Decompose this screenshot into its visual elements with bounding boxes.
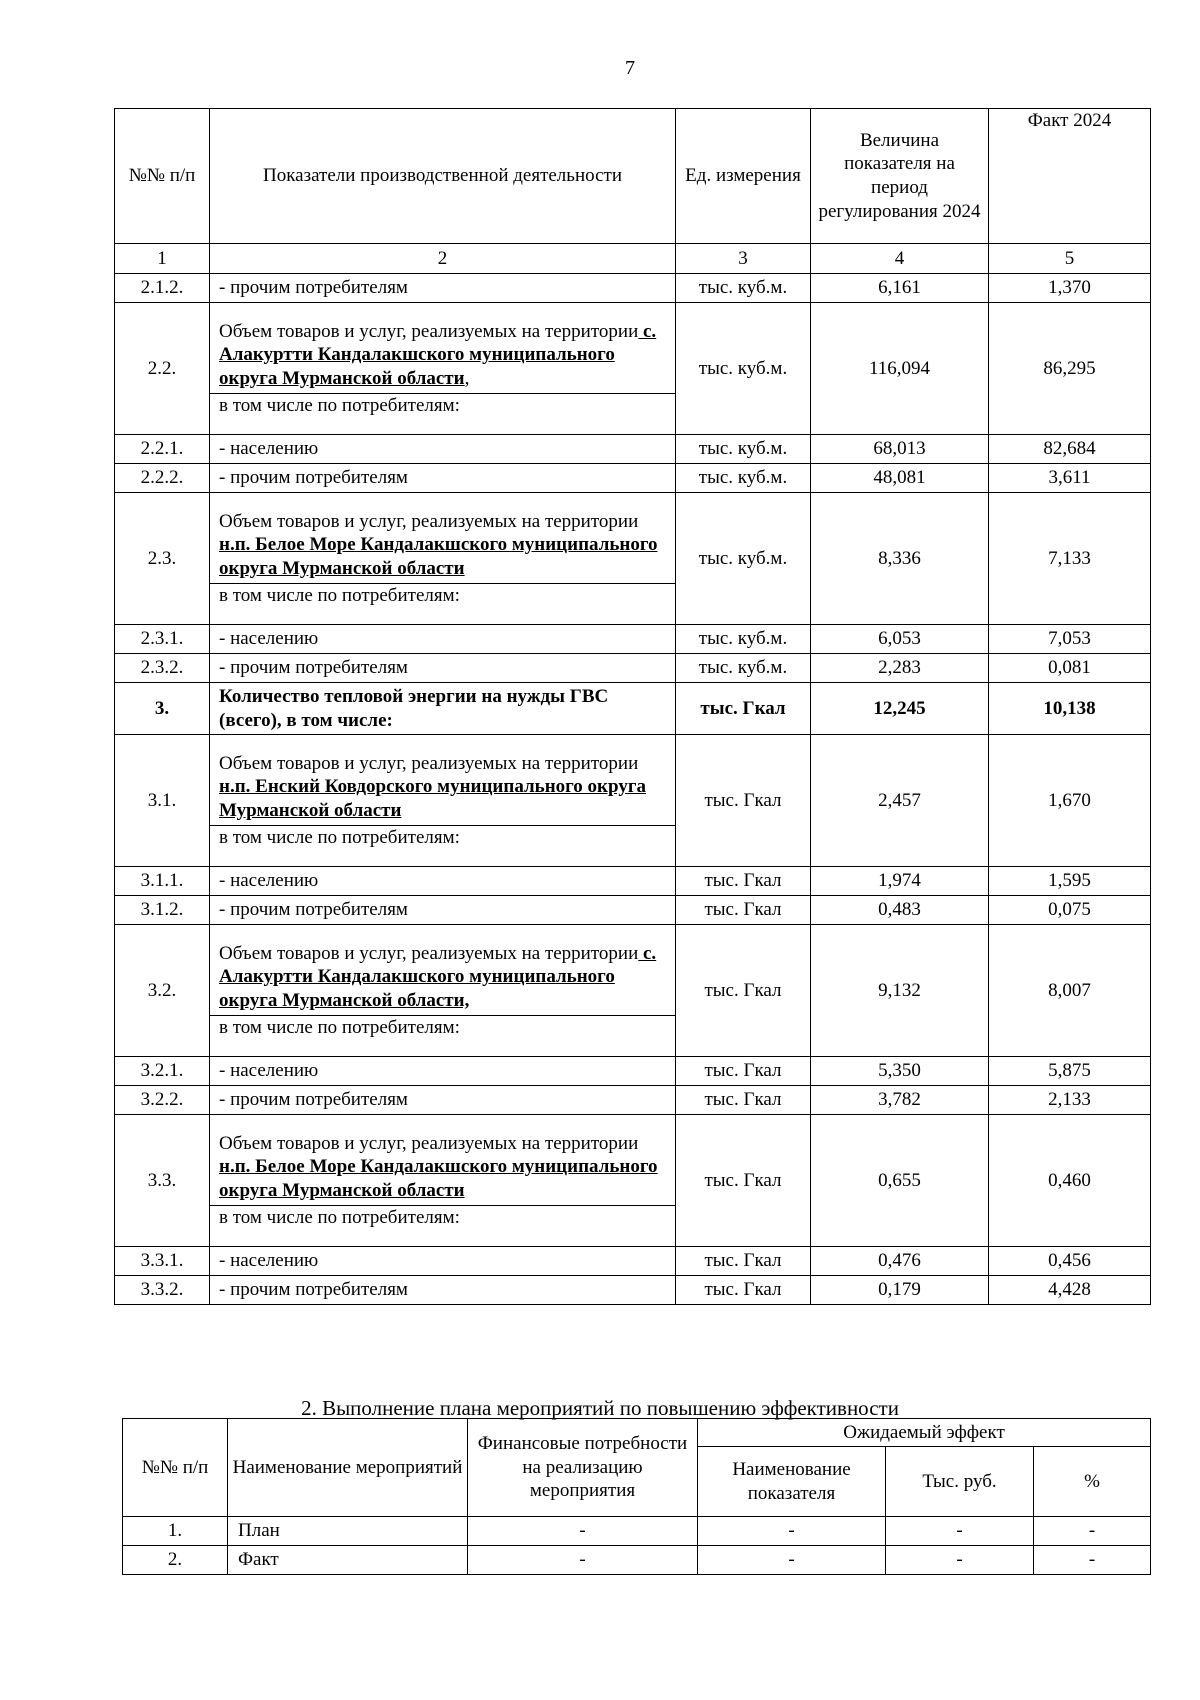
row-unit: тыс. Гкал: [676, 867, 811, 896]
row-unit: тыс. Гкал: [676, 735, 811, 867]
row-unit: тыс. Гкал: [676, 896, 811, 925]
row-indicator: - населению: [210, 435, 676, 464]
row-fact-value: 1,670: [989, 735, 1151, 867]
row-indicator: - прочим потребителям: [210, 274, 676, 303]
row-number: 3.3.1.: [115, 1247, 210, 1276]
row-unit: тыс. Гкал: [676, 683, 811, 735]
row-indicator: [210, 303, 676, 435]
row-fact-value: 0,075: [989, 896, 1151, 925]
table-row: [115, 1057, 1151, 1086]
indicator-tail: ,: [464, 368, 470, 389]
row-plan-value: 0,483: [811, 896, 989, 925]
row-fact-value: 4,428: [989, 1276, 1151, 1305]
row-plan-value: 5,350: [811, 1057, 989, 1086]
row-indicator: [210, 1115, 676, 1247]
table-row: [115, 683, 1151, 735]
header-fact: Факт 2024: [989, 109, 1151, 244]
territory-name: н.п. Белое Море Кандалакшского муниципального округа Мурманской области: [219, 534, 658, 579]
table-row: [115, 303, 1151, 435]
row-plan-value: 0,476: [811, 1247, 989, 1276]
row-fact-value: 1,370: [989, 274, 1151, 303]
row-number: 3.3.: [115, 1115, 210, 1247]
row-indicator: - прочим потребителям: [210, 1086, 676, 1115]
row-finance: -: [468, 1546, 698, 1575]
header-expected-effect: Ожидаемый эффект: [698, 1419, 1151, 1447]
row-fact-value: 2,133: [989, 1086, 1151, 1115]
territory-name: с. Алакуртти Кандалакшского муниципального округа Мурманской области: [219, 320, 657, 389]
indicator-text: [219, 1132, 671, 1203]
indicator-lead: Объем товаров и услуг, реализуемых на территории: [219, 752, 639, 774]
row-unit: тыс. куб.м.: [676, 274, 811, 303]
header-plan-value: Величина показателя на период регулирования 2024: [811, 109, 989, 244]
row-number: 3.1.: [115, 735, 210, 867]
row-number: 2.3.: [115, 493, 210, 625]
table-row: [115, 625, 1151, 654]
row-unit: тыс. Гкал: [676, 1057, 811, 1086]
row-unit: тыс. куб.м.: [676, 464, 811, 493]
header-num: №№ п/п: [123, 1419, 228, 1517]
index-cell: 5: [989, 244, 1151, 274]
row-finance: -: [468, 1517, 698, 1546]
table-row: [115, 435, 1151, 464]
index-cell: 4: [811, 244, 989, 274]
table-row: [115, 1247, 1151, 1276]
header-indicator-name: Наименование показателя: [698, 1447, 886, 1517]
row-name: Факт: [228, 1546, 468, 1575]
row-plan-value: 8,336: [811, 493, 989, 625]
header-indicator: Показатели производственной деятельности: [210, 109, 676, 244]
row-indicator: Количество тепловой энергии на нужды ГВС (всего), в том числе:: [210, 683, 676, 735]
row-indicator: - населению: [210, 625, 676, 654]
row-indicator: [210, 925, 676, 1057]
row-plan-value: 0,179: [811, 1276, 989, 1305]
index-cell: 3: [676, 244, 811, 274]
row-unit: тыс. Гкал: [676, 925, 811, 1057]
table-row: [115, 867, 1151, 896]
row-number: 2.2.2.: [115, 464, 210, 493]
index-cell: 1: [115, 244, 210, 274]
table-row: [115, 1276, 1151, 1305]
row-indicator: - населению: [210, 1247, 676, 1276]
row-indicator: - прочим потребителям: [210, 464, 676, 493]
row-percent: -: [1034, 1517, 1151, 1546]
row-plan-value: 68,013: [811, 435, 989, 464]
table-header-row: [123, 1419, 1151, 1447]
indicator-lead: Объем товаров и услуг, реализуемых на территории: [219, 320, 639, 342]
territory-name: с. Алакуртти Кандалакшского муниципального округа Мурманской области,: [219, 942, 657, 1011]
row-unit: тыс. Гкал: [676, 1247, 811, 1276]
row-plan-value: 12,245: [811, 683, 989, 735]
consumer-breakdown-label: в том числе по потребителям:: [210, 583, 675, 608]
row-number: 2.2.: [115, 303, 210, 435]
consumer-breakdown-label: в том числе по потребителям:: [210, 825, 675, 850]
row-plan-value: 116,094: [811, 303, 989, 435]
row-indicator: [210, 735, 676, 867]
table-row: [115, 735, 1151, 867]
row-fact-value: 0,460: [989, 1115, 1151, 1247]
row-name: План: [228, 1517, 468, 1546]
row-unit: тыс. Гкал: [676, 1086, 811, 1115]
header-percent: %: [1034, 1447, 1151, 1517]
header-financing: Финансовые потребности на реализацию мероприятия: [468, 1419, 698, 1517]
table-row: [123, 1517, 1151, 1546]
row-plan-value: 2,283: [811, 654, 989, 683]
row-fact-value: 1,595: [989, 867, 1151, 896]
row-indicator: - населению: [210, 1057, 676, 1086]
row-fact-value: 5,875: [989, 1057, 1151, 1086]
row-fact-value: 0,456: [989, 1247, 1151, 1276]
table-row: [115, 464, 1151, 493]
row-number: 2.3.1.: [115, 625, 210, 654]
indicator-text: [219, 752, 671, 823]
table-row: [115, 1086, 1151, 1115]
header-unit: Ед. измерения: [676, 109, 811, 244]
consumer-breakdown-label: в том числе по потребителям:: [210, 393, 675, 418]
table-body: [115, 274, 1151, 1305]
row-plan-value: 6,161: [811, 274, 989, 303]
table-row: [115, 925, 1151, 1057]
row-number: 3.2.2.: [115, 1086, 210, 1115]
row-fact-value: 82,684: [989, 435, 1151, 464]
row-number: 3.3.2.: [115, 1276, 210, 1305]
row-fact-value: 10,138: [989, 683, 1151, 735]
row-thousand-rub: -: [886, 1546, 1034, 1575]
row-fact-value: 7,053: [989, 625, 1151, 654]
row-fact-value: 7,133: [989, 493, 1151, 625]
header-measure-name: Наименование мероприятий: [228, 1419, 468, 1517]
row-num: 2.: [123, 1546, 228, 1575]
territory-name: н.п. Белое Море Кандалакшского муниципального округа Мурманской области: [219, 1156, 658, 1201]
index-cell: 2: [210, 244, 676, 274]
row-indicator: -: [698, 1517, 886, 1546]
table-row: [115, 654, 1151, 683]
territory-name: н.п. Енский Ковдорского муниципального округа Мурманской области: [219, 776, 646, 821]
section-title: 2. Выполнение плана мероприятий по повышению эффективности: [301, 1396, 899, 1420]
table-row: [115, 493, 1151, 625]
row-unit: тыс. Гкал: [676, 1115, 811, 1247]
row-fact-value: 0,081: [989, 654, 1151, 683]
row-number: 3.: [115, 683, 210, 735]
row-unit: тыс. куб.м.: [676, 654, 811, 683]
indicator-lead: Объем товаров и услуг, реализуемых на территории: [219, 510, 639, 532]
row-plan-value: 0,655: [811, 1115, 989, 1247]
page-number: 7: [625, 57, 635, 79]
row-unit: тыс. куб.м.: [676, 435, 811, 464]
row-indicator: -: [698, 1546, 886, 1575]
production-indicators-table: [114, 108, 1151, 1305]
row-percent: -: [1034, 1546, 1151, 1575]
row-fact-value: 86,295: [989, 303, 1151, 435]
row-plan-value: 9,132: [811, 925, 989, 1057]
row-unit: тыс. Гкал: [676, 1276, 811, 1305]
column-index-row: [115, 244, 1151, 274]
efficiency-plan-table: [122, 1418, 1151, 1575]
table-row: [115, 1115, 1151, 1247]
row-indicator: - прочим потребителям: [210, 1276, 676, 1305]
row-number: 3.2.: [115, 925, 210, 1057]
indicator-text: [219, 510, 671, 581]
indicator-text: [219, 942, 671, 1013]
row-thousand-rub: -: [886, 1517, 1034, 1546]
header-num: №№ п/п: [115, 109, 210, 244]
table-row: [115, 274, 1151, 303]
consumer-breakdown-label: в том числе по потребителям:: [210, 1205, 675, 1230]
row-fact-value: 3,611: [989, 464, 1151, 493]
table-row: [115, 896, 1151, 925]
row-plan-value: 1,974: [811, 867, 989, 896]
row-unit: тыс. куб.м.: [676, 493, 811, 625]
row-indicator: - населению: [210, 867, 676, 896]
row-indicator: - прочим потребителям: [210, 654, 676, 683]
table-row: [123, 1546, 1151, 1575]
row-plan-value: 48,081: [811, 464, 989, 493]
row-number: 2.3.2.: [115, 654, 210, 683]
table-header-row: [115, 109, 1151, 244]
row-number: 3.1.1.: [115, 867, 210, 896]
indicator-text: [219, 320, 671, 391]
row-indicator: - прочим потребителям: [210, 896, 676, 925]
row-number: 3.1.2.: [115, 896, 210, 925]
indicator-lead: Объем товаров и услуг, реализуемых на территории: [219, 1132, 639, 1154]
header-thousand-rub: Тыс. руб.: [886, 1447, 1034, 1517]
row-plan-value: 6,053: [811, 625, 989, 654]
row-fact-value: 8,007: [989, 925, 1151, 1057]
row-indicator: [210, 493, 676, 625]
row-number: 2.2.1.: [115, 435, 210, 464]
consumer-breakdown-label: в том числе по потребителям:: [210, 1015, 675, 1040]
row-unit: тыс. куб.м.: [676, 625, 811, 654]
row-number: 3.2.1.: [115, 1057, 210, 1086]
row-plan-value: 2,457: [811, 735, 989, 867]
indicator-lead: Объем товаров и услуг, реализуемых на территории: [219, 942, 639, 964]
row-num: 1.: [123, 1517, 228, 1546]
row-number: 2.1.2.: [115, 274, 210, 303]
row-plan-value: 3,782: [811, 1086, 989, 1115]
row-unit: тыс. куб.м.: [676, 303, 811, 435]
